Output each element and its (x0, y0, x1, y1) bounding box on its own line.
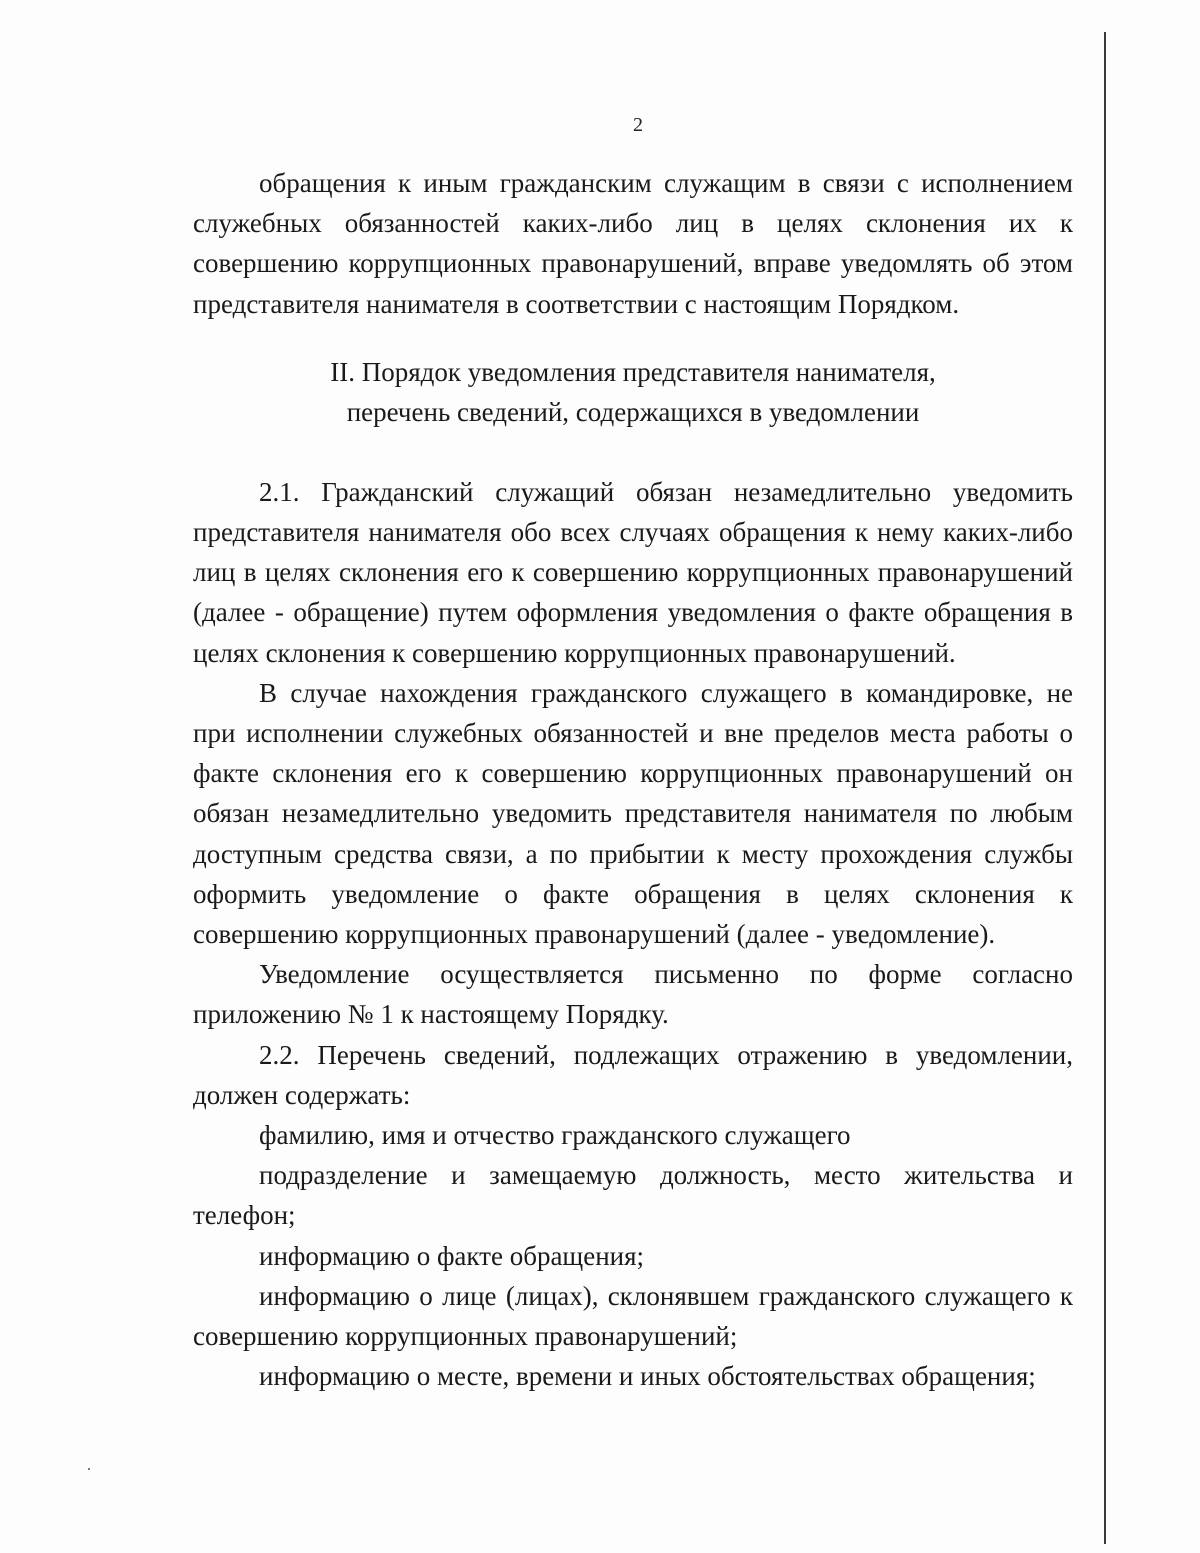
list-item-position: подразделение и замещаемую должность, место жительства и телефон; (193, 1160, 1073, 1231)
page-number: 2 (633, 114, 643, 136)
list-item-persons: информацию о лице (лицах), склонявшем гражданского служащего к совершению коррупционных правонарушений; (193, 1280, 1073, 1352)
scan-edge-line (1104, 32, 1106, 1544)
scan-speck (88, 1468, 90, 1470)
paragraph-business-trip: В случае нахождения гражданского служащего в командировке, не при исполнении служебных обязанностей и вне пределов места работы о факте склонения его к совершению коррупционных правонарушений он обязан незамедлительно уведомить представителя нанимателя по любым доступным средства связи, а по прибытии к месту прохождения службы оформить уведомление о факте обращения в целях склонения к совершению коррупционных правонарушений (далее - уведомление). (193, 677, 1073, 950)
document-body (193, 163, 1073, 1396)
paragraph-2-2: 2.2. Перечень сведений, подлежащих отражению в уведомлении, должен содержать: (193, 1039, 1073, 1110)
intro-paragraph: обращения к иным гражданским служащим в связи с исполнением служебных обязанностей каких-либо лиц в целях склонения их к совершению коррупционных правонарушений, вправе уведомлять об этом представителя нанимателя в соответствии с настоящим Порядком. (193, 168, 1073, 319)
list-item-circumstances: информацию о месте, времени и иных обстоятельствах обращения; (259, 1361, 1036, 1392)
paragraph-2-1: 2.1. Гражданский служащий обязан незамедлительно уведомить представителя нанимателя обо всех случаях обращения к нему каких-либо лиц в целях склонения его к совершению коррупционных правонарушений (далее - обращение) путем оформления уведомления о факте обращения в целях склонения к совершению коррупционных правонарушений. (193, 476, 1073, 668)
section-heading-line-2: перечень сведений, содержащихся в уведомлении (346, 397, 920, 428)
section-heading-line-1: II. Порядок уведомления представителя нанимателя, (330, 356, 936, 387)
paragraph-notification-form: Уведомление осуществляется письменно по форме согласно приложению № 1 к настоящему Порядку. (193, 959, 1073, 1030)
spacer (193, 433, 1073, 472)
list-item-fact: информацию о факте обращения; (259, 1240, 645, 1271)
list-item-full-name: фамилию, имя и отчество гражданского служащего (259, 1120, 851, 1151)
spacer (193, 324, 1073, 352)
